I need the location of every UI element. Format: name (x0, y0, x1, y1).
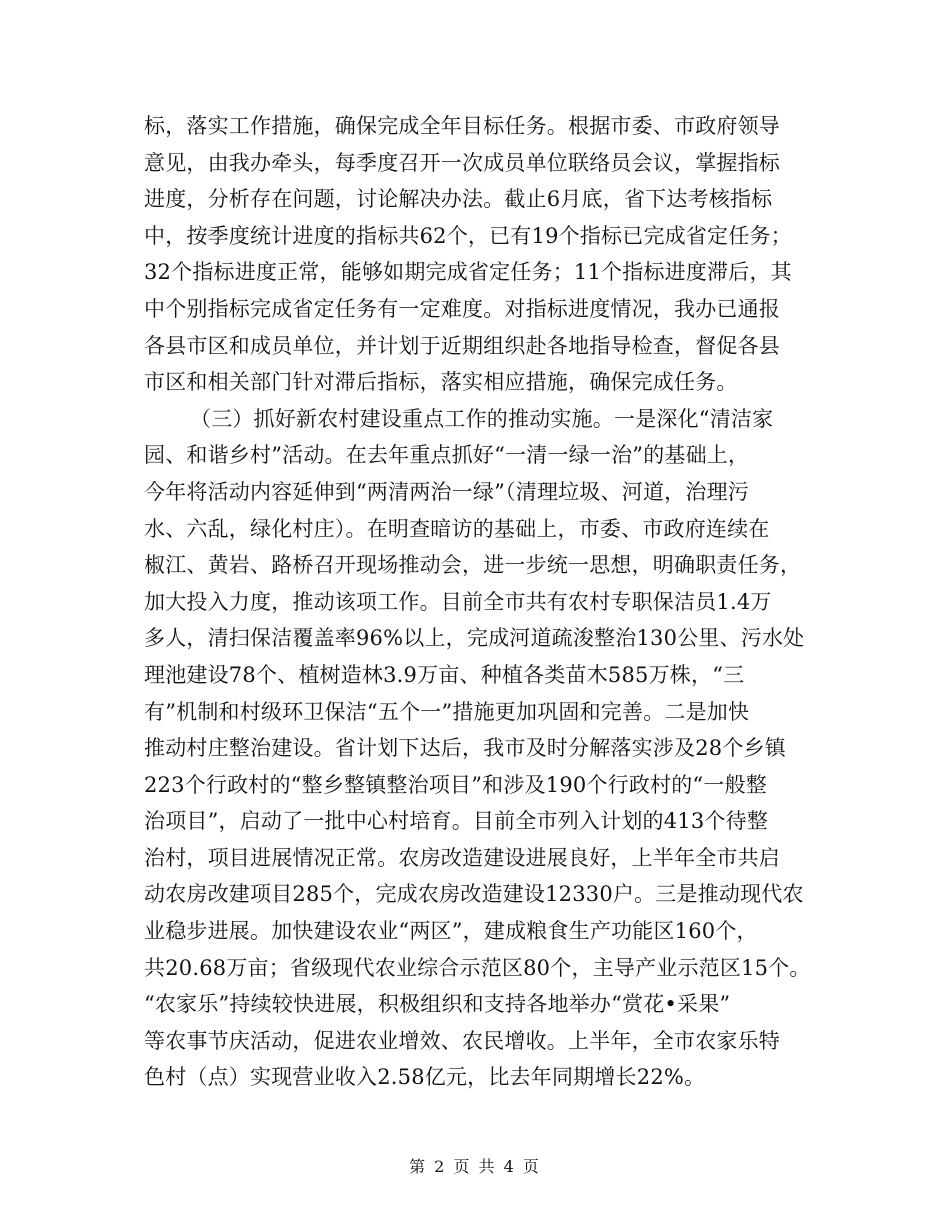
text-line: 业稳步进展。加快建设农业“两区”，建成粮食生产功能区160个， (144, 919, 758, 944)
text-line: 223个行政村的“整乡整镇整治项目”和涉及190个行政村的“一般整 (144, 772, 767, 797)
text-line: 中个别指标完成省定任务有一定难度。对指标进度情况，我办已通报 (144, 296, 780, 321)
text-line: 市区和相关部门针对滞后指标，落实相应措施，确保完成任务。 (144, 370, 738, 395)
text-line: 色村（点）实现营业收入2.58亿元，比去年同期增长22%。 (144, 1065, 706, 1090)
text-line: 理池建设78个、植树造林3.9万亩、种植各类苗木585万株，“三 (144, 662, 745, 687)
text-line: 进度，分析存在问题，讨论解决办法。截止6月底，省下达考核指标 (144, 187, 773, 212)
text-line: 水、六乱，绿化村庄）。在明查暗访的基础上，市委、市政府连续在 (144, 516, 770, 541)
text-line: 各县市区和成员单位，并计划于近期组织赴各地指导检查，督促各县 (144, 333, 780, 358)
text-line: 标，落实工作措施，确保完成全年目标任务。根据市委、市政府领导 (144, 114, 780, 138)
section-heading-line: （三）抓好新农村建设重点工作的推动实施。一是深化“清洁家 (190, 406, 774, 431)
body-text (144, 108, 844, 1096)
text-line: 治项目”，启动了一批中心村培育。目前全市列入计划的413个待整 (144, 809, 769, 834)
text-line: 多人，清扫保洁覆盖率96%以上，完成河道疏浚整治130公里、污水处 (144, 626, 805, 651)
text-line: 治村，项目进展情况正常。农房改造建设进展良好，上半年全市共启 (144, 845, 780, 870)
text-line: 有”机制和村级环卫保洁“五个一”措施更加巩固和完善。二是加快 (144, 699, 750, 724)
page-number-footer: 第 2 页 共 4 页 (409, 1157, 541, 1176)
text-line: 今年将活动内容延伸到“两清两治一绿”（清理垃圾、河道，治理污 (144, 479, 749, 504)
text-line: 推动村庄整治建设。省计划下达后，我市及时分解落实涉及28个乡镇 (144, 736, 786, 761)
text-line: 动农房改建项目285个，完成农房改造建设12330户。三是推动现代农 (144, 882, 804, 907)
text-line: 园、和谐乡村”活动。在去年重点抓好“一清一绿一治”的基础上， (144, 443, 750, 468)
text-line: 32个指标进度正常，能够如期完成省定任务；11个指标进度滞后，其 (144, 260, 792, 285)
text-line: 椒江、黄岩、路桥召开现场推动会，进一步统一思想，明确职责任务， (144, 553, 802, 578)
text-line: 共20.68万亩；省级现代农业综合示范区80个，主导产业示范区15个。 (144, 955, 811, 980)
text-line: 加大投入力度，推动该项工作。目前全市共有农村专职保洁员1.4万 (144, 589, 772, 614)
text-line: “农家乐”持续较快进展，积极组织和支持各地举办“赏花•采果” (144, 992, 731, 1017)
text-line: 等农事节庆活动，促进农业增效、农民增收。上半年，全市农家乐特 (144, 1028, 780, 1053)
text-line: 中，按季度统计进度的指标共62个，已有19个指标已完成省定任务； (144, 223, 792, 248)
text-line: 意见，由我办牵头，每季度召开一次成员单位联络员会议，掌握指标 (144, 150, 780, 175)
